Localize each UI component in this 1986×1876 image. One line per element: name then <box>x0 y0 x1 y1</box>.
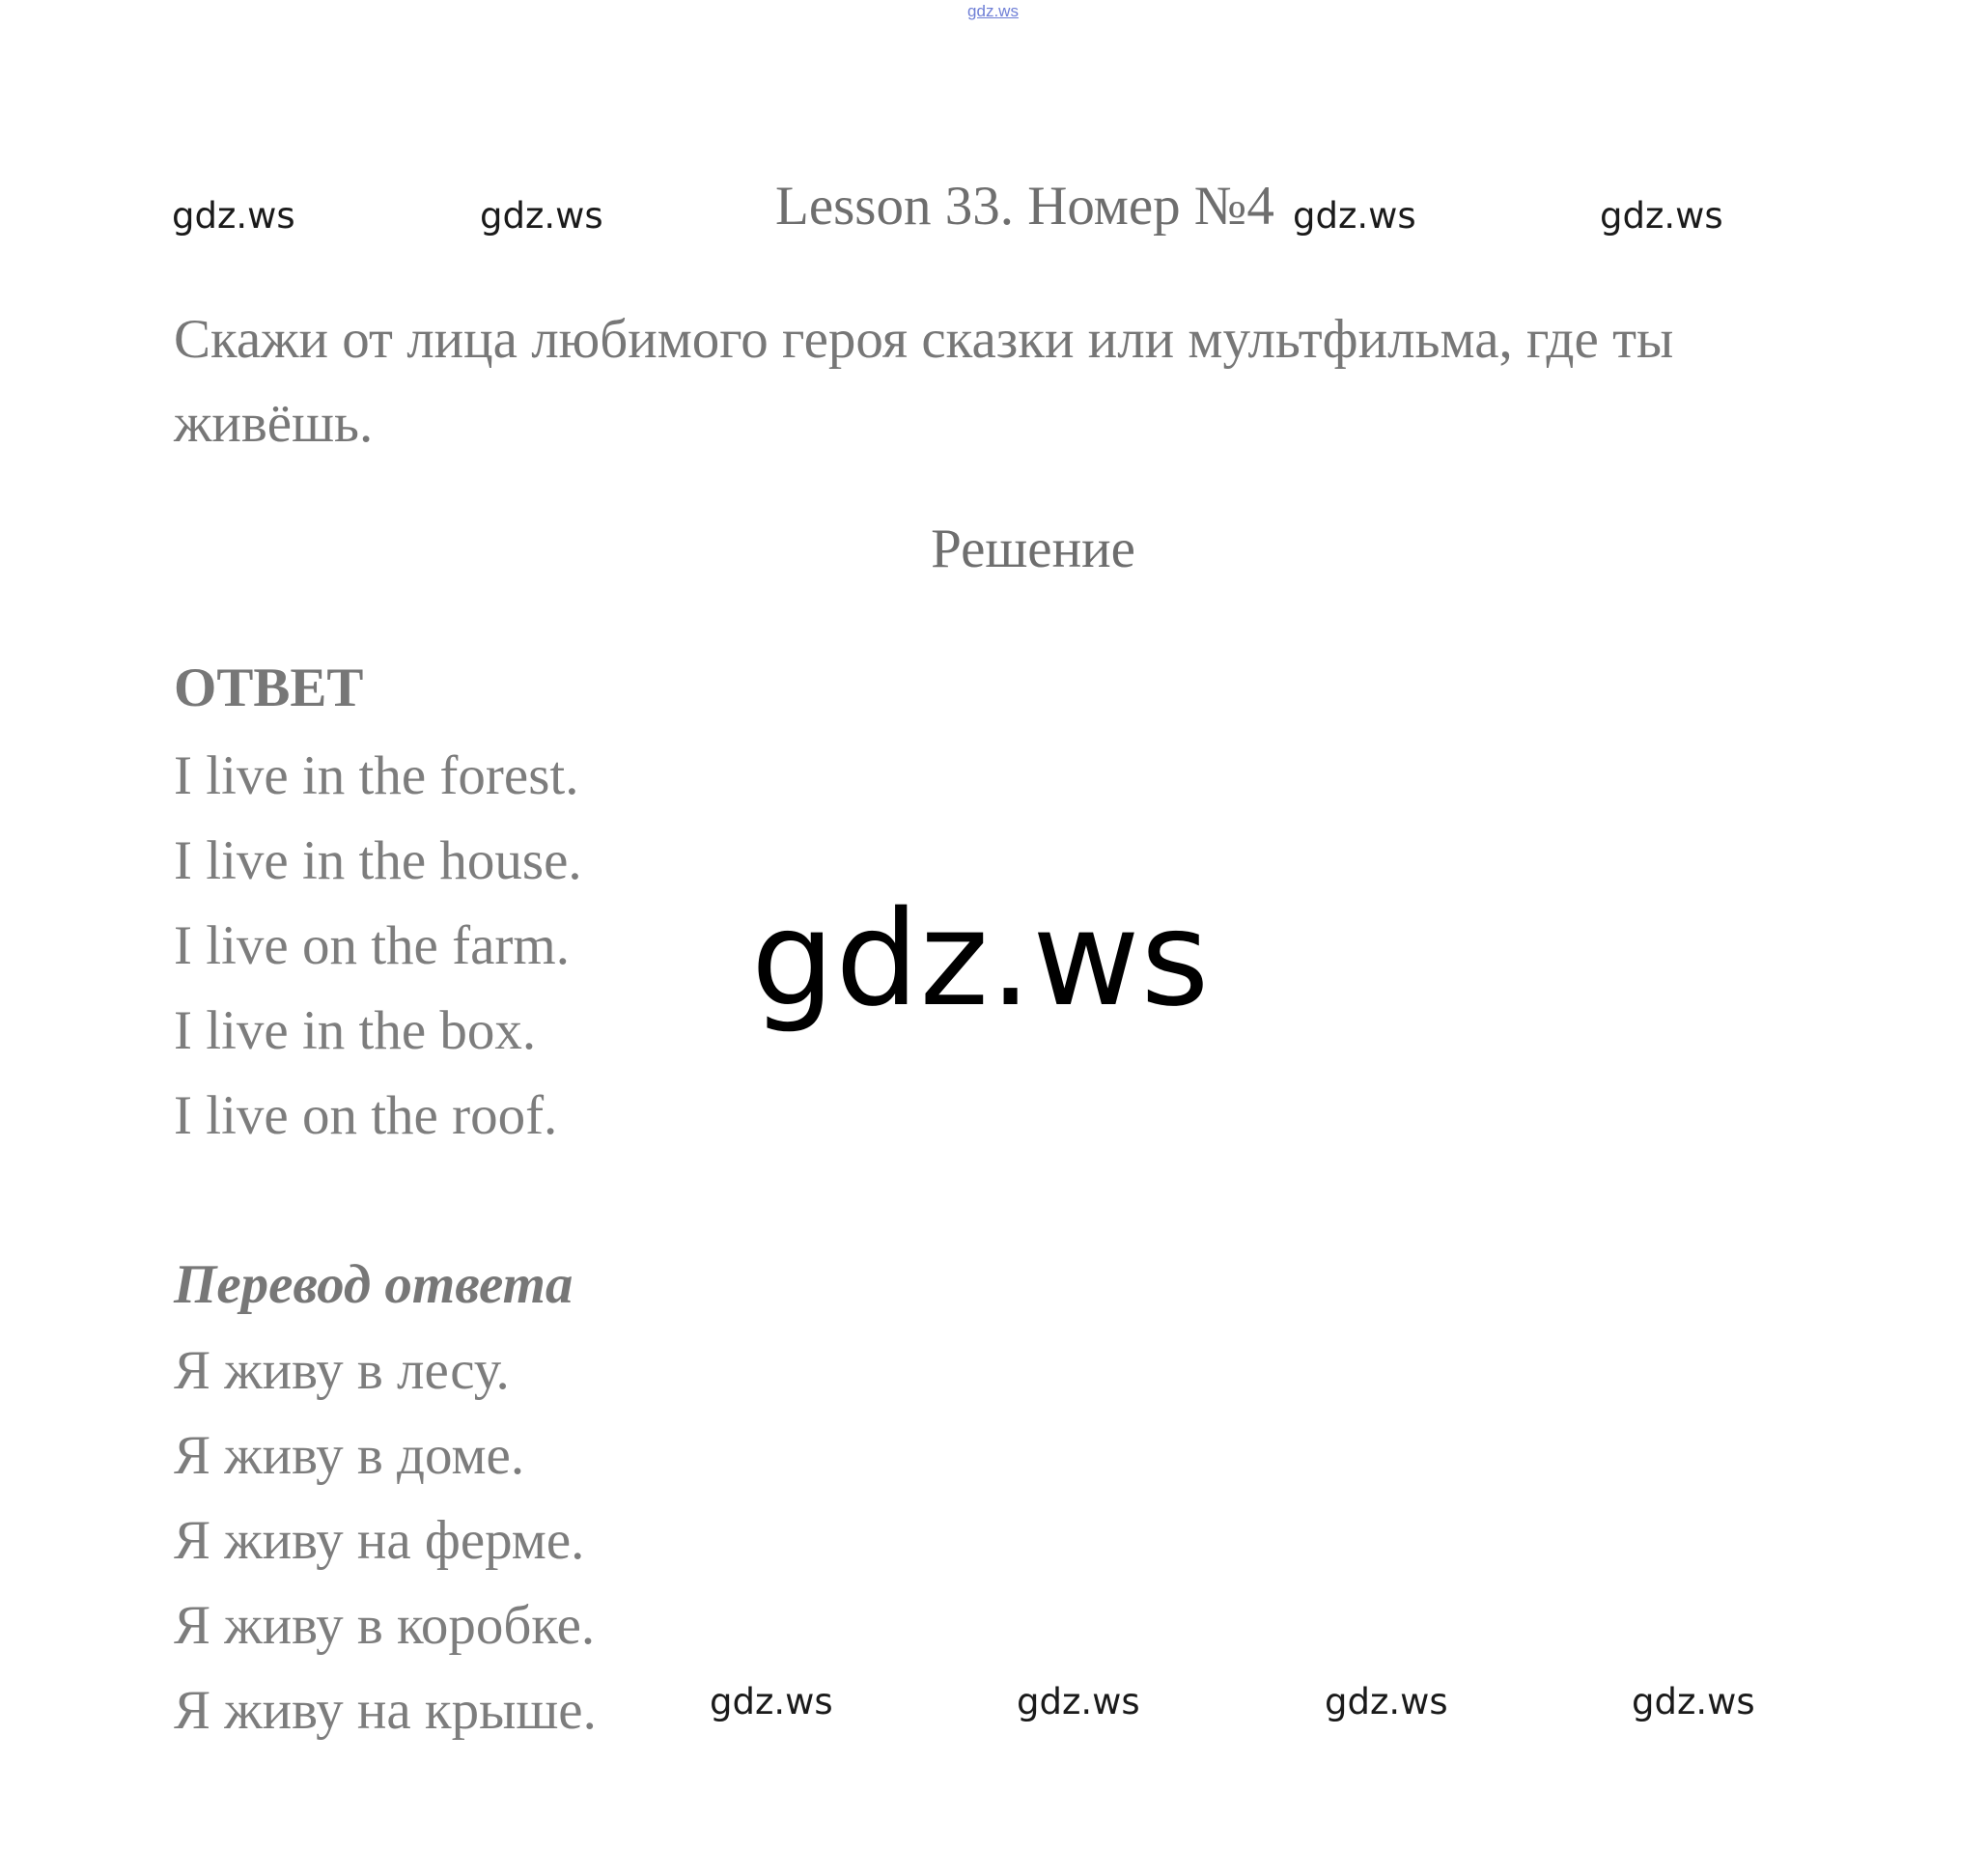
watermark-top-2: gdz.ws <box>480 195 603 237</box>
watermark-top-3: gdz.ws <box>1293 195 1416 237</box>
translation-line: Я живу на крыше. <box>174 1680 597 1741</box>
answer-line: I live on the farm. <box>174 915 570 976</box>
solution-label: Решение <box>931 518 1135 579</box>
answer-line: I live in the box. <box>174 1000 537 1061</box>
site-link[interactable]: gdz.ws <box>967 2 1019 20</box>
translation-heading: Перевод ответа <box>174 1254 573 1315</box>
answer-line: I live on the roof. <box>174 1085 558 1146</box>
watermark-bottom-3: gdz.ws <box>1325 1681 1448 1722</box>
translation-line: Я живу в доме. <box>174 1425 525 1486</box>
page-title: Lesson 33. Номер №4 <box>775 176 1274 237</box>
answer-line: I live in the house. <box>174 830 582 891</box>
watermark-bottom-4: gdz.ws <box>1632 1681 1755 1722</box>
watermark-bottom-2: gdz.ws <box>1017 1681 1140 1722</box>
answer-heading: ОТВЕТ <box>174 658 364 718</box>
watermark-top-4: gdz.ws <box>1600 195 1723 237</box>
watermark-bottom-1: gdz.ws <box>710 1681 833 1722</box>
answer-line: I live in the forest. <box>174 745 579 806</box>
watermark-top-1: gdz.ws <box>172 195 295 237</box>
translation-line: Я живу на ферме. <box>174 1510 585 1571</box>
translation-line: Я живу в лесу. <box>174 1340 510 1401</box>
watermark-center: gdz.ws <box>751 883 1211 1036</box>
translation-line: Я живу в коробке. <box>174 1595 596 1656</box>
translation-lines <box>174 1329 597 1753</box>
answer-lines <box>174 734 582 1159</box>
task-text: Скажи от лица любимого героя сказки или мультфильма, где ты живёшь. <box>174 309 1674 454</box>
